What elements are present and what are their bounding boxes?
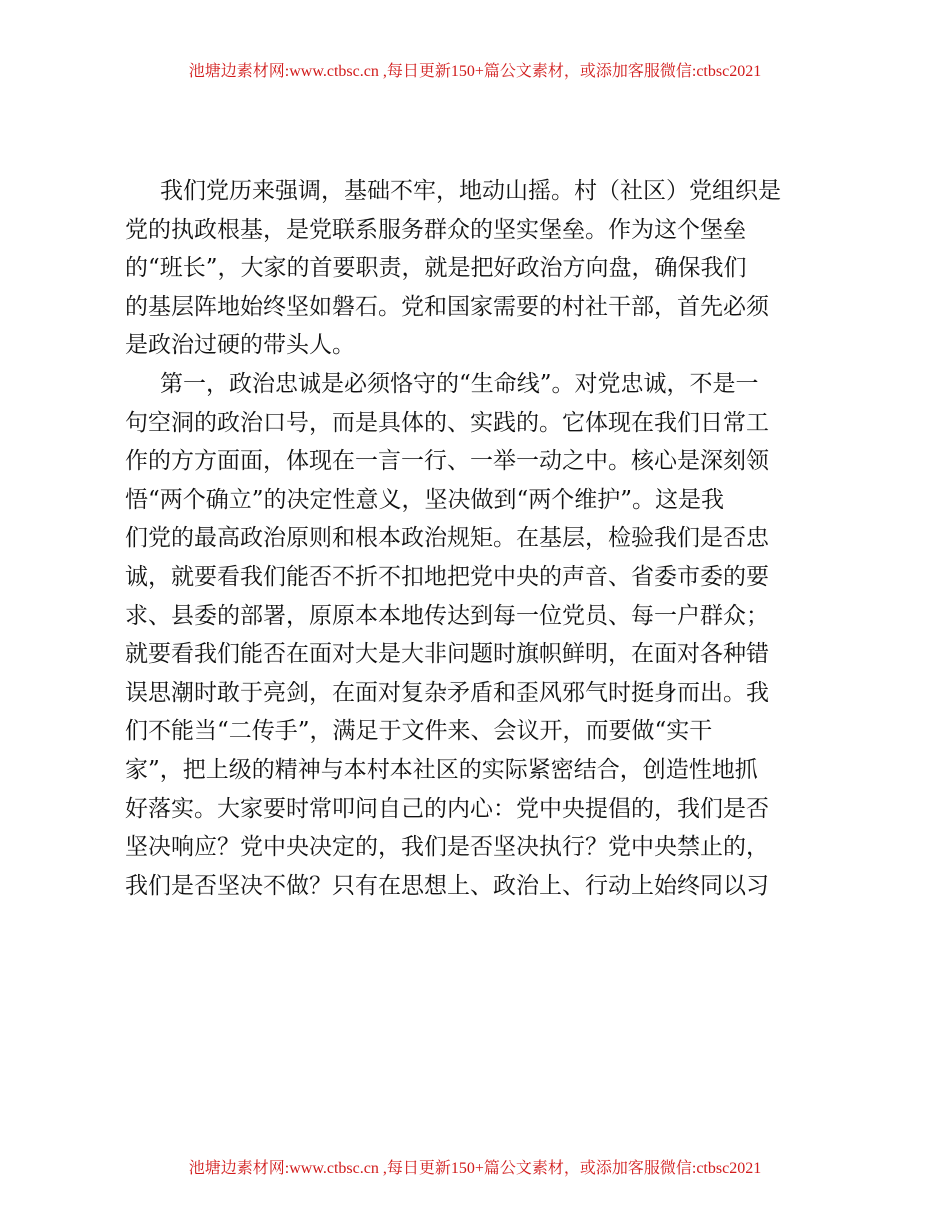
body-line: 是政治过硬的带头人。 bbox=[125, 332, 355, 359]
body-line: 求、县委的部署，原原本本地传达到每一位党员、每一户群众； bbox=[125, 602, 769, 629]
body-line: 误思潮时敢于亮剑，在面对复杂矛盾和歪风邪气时挺身而出。我 bbox=[125, 679, 769, 706]
document-body bbox=[125, 172, 825, 905]
body-line: 们党的最高政治原则和根本政治规矩。在基层，检验我们是否忠 bbox=[125, 525, 769, 552]
body-line: 我们党历来强调，基础不牢，地动山摇。村（社区）党组织是 bbox=[160, 178, 781, 204]
body-line: 作的方方面面，体现在一言一行、一举一动之中。核心是深刻领 bbox=[125, 448, 769, 475]
body-line: 我们是否坚决不做？只有在思想上、政治上、行动上始终同以习 bbox=[125, 872, 769, 899]
body-line: 的“班长”，大家的首要职责，就是把好政治方向盘，确保我们 bbox=[125, 255, 747, 282]
body-line: 悟“两个确立”的决定性意义，坚决做到“两个维护”。这是我 bbox=[125, 486, 725, 513]
body-line: 党的执政根基，是党联系服务群众的坚实堡垒。作为这个堡垒 bbox=[125, 216, 746, 243]
body-line: 第一，政治忠诚是必须恪守的“生命线”。对党忠诚，不是一 bbox=[160, 370, 759, 397]
body-line: 就要看我们能否在面对大是大非问题时旗帜鲜明，在面对各种错 bbox=[125, 641, 769, 668]
header-watermark-banner: 池塘边素材网:www.ctbsc.cn ,每日更新150+篇公文素材，或添加客服微信:ctbsc2021 bbox=[188, 63, 762, 80]
body-line: 句空洞的政治口号，而是具体的、实践的。它体现在我们日常工 bbox=[125, 409, 769, 436]
body-line: 坚决响应？党中央决定的，我们是否坚决执行？党中央禁止的， bbox=[125, 834, 769, 861]
body-line: 家”，把上级的精神与本村本社区的实际紧密结合，创造性地抓 bbox=[125, 756, 758, 783]
footer-watermark-banner: 池塘边素材网:www.ctbsc.cn ,每日更新150+篇公文素材，或添加客服微信:ctbsc2021 bbox=[188, 1160, 762, 1177]
body-line: 的基层阵地始终坚如磐石。党和国家需要的村社干部，首先必须 bbox=[125, 293, 769, 320]
body-line: 们不能当“二传手”，满足于文件来、会议开，而要做“实干 bbox=[125, 718, 713, 745]
body-line: 好落实。大家要时常叩问自己的内心：党中央提倡的，我们是否 bbox=[125, 795, 769, 822]
body-line: 诚，就要看我们能否不折不扣地把党中央的声音、省委市委的要 bbox=[125, 563, 769, 590]
